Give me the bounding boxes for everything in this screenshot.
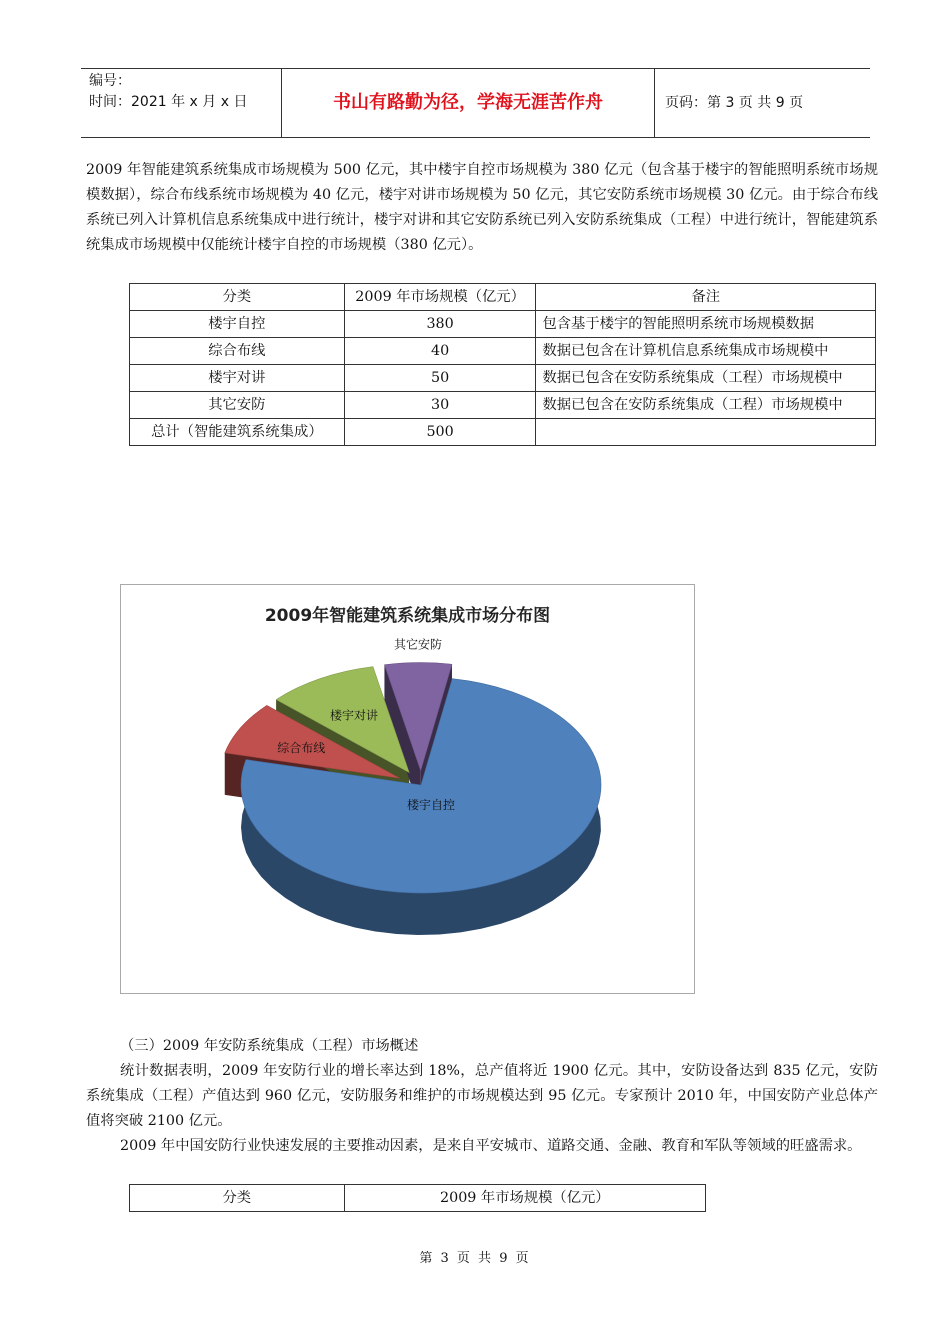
- market-size-table: [129, 283, 876, 446]
- table-header-cell: 2009 年市场规模（亿元）: [344, 1185, 705, 1212]
- table-cell: 数据已包含在安防系统集成（工程）市场规模中: [536, 365, 876, 392]
- table-row: [130, 338, 876, 365]
- table-cell: 包含基于楼宇的智能照明系统市场规模数据: [536, 311, 876, 338]
- time-label: 时间：2021 年 x 月 x 日: [89, 94, 248, 110]
- intro-paragraph: 2009 年智能建筑系统集成市场规模为 500 亿元，其中楼宇自控市场规模为 380 亿元（包含基于楼宇的智能照明系统市场规模数据），综合布线系统市场规模为 40 亿元，楼宇对讲市场规模为 50 亿元，其它安防系统市场规模 30 亿元。由于综合布线系统已列入计算机信息系统集成中进行统计，楼宇对讲和其它安防系统已列入安防系统集成（工程）中进行统计，智能建筑系统集成市场规模中仅能统计楼宇自控的市场规模（380 亿元）。: [86, 162, 878, 253]
- table-row: [130, 419, 876, 446]
- pie-slice-label: 其它安防: [394, 637, 443, 652]
- table-cell: 楼宇自控: [130, 311, 345, 338]
- header-motto: 书山有路勤为径，学海无涯苦作舟: [282, 69, 655, 137]
- table-cell: 其它安防: [130, 392, 345, 419]
- table-header-cell: 分类: [130, 1185, 345, 1212]
- table-cell: 30: [344, 392, 536, 419]
- table-header-cell: 备注: [536, 284, 876, 311]
- pie-slice-label: 楼宇对讲: [330, 708, 379, 723]
- table-cell: 数据已包含在安防系统集成（工程）市场规模中: [536, 392, 876, 419]
- table-row: [130, 392, 876, 419]
- table-cell: 40: [344, 338, 536, 365]
- section-paragraph-1: 统计数据表明，2009 年安防行业的增长率达到 18%，总产值将近 1900 亿元。其中，安防设备达到 835 亿元，安防系统集成（工程）产值达到 960 亿元，安防服务和维护的市场规模达到 95 亿元。专家预计 2010 年，中国安防产业总体产值将突破 2100 亿元。: [86, 1063, 878, 1129]
- section-heading: （三）2009 年安防系统集成（工程）市场概述: [120, 1038, 419, 1054]
- pie-slice-label: 综合布线: [277, 740, 326, 755]
- table-cell: 数据已包含在计算机信息系统集成市场规模中: [536, 338, 876, 365]
- header-meta: [81, 69, 282, 137]
- table-cell: 总计（智能建筑系统集成）: [130, 419, 345, 446]
- table-cell: [536, 419, 876, 446]
- section-paragraph-2: 2009 年中国安防行业快速发展的主要推动因素，是来自平安城市、道路交通、金融、教育和军队等领域的旺盛需求。: [120, 1138, 862, 1154]
- table-cell: 380: [344, 311, 536, 338]
- table-row: [130, 311, 876, 338]
- table-header-row: [130, 1185, 706, 1212]
- table-header-row: [130, 284, 876, 311]
- header-page-label: 页码：第 3 页 共 9 页: [665, 95, 804, 111]
- security-market-table: [129, 1184, 706, 1212]
- pie-chart-svg: [121, 585, 694, 993]
- pie-slice-label: 楼宇自控: [406, 798, 456, 812]
- page-footer: 第 3 页 共 9 页: [419, 1251, 531, 1266]
- table-header-cell: 分类: [130, 284, 345, 311]
- chart-title: 2009年智能建筑系统集成市场分布图: [264, 606, 551, 626]
- table-header-cell: 2009 年市场规模（亿元）: [344, 284, 536, 311]
- table-cell: 50: [344, 365, 536, 392]
- table-cell: 楼宇对讲: [130, 365, 345, 392]
- table-cell: 综合布线: [130, 338, 345, 365]
- page-header: [81, 68, 870, 138]
- market-distribution-chart: [120, 584, 695, 994]
- number-label: 编号：: [89, 73, 131, 89]
- table-cell: 500: [344, 419, 536, 446]
- table-row: [130, 365, 876, 392]
